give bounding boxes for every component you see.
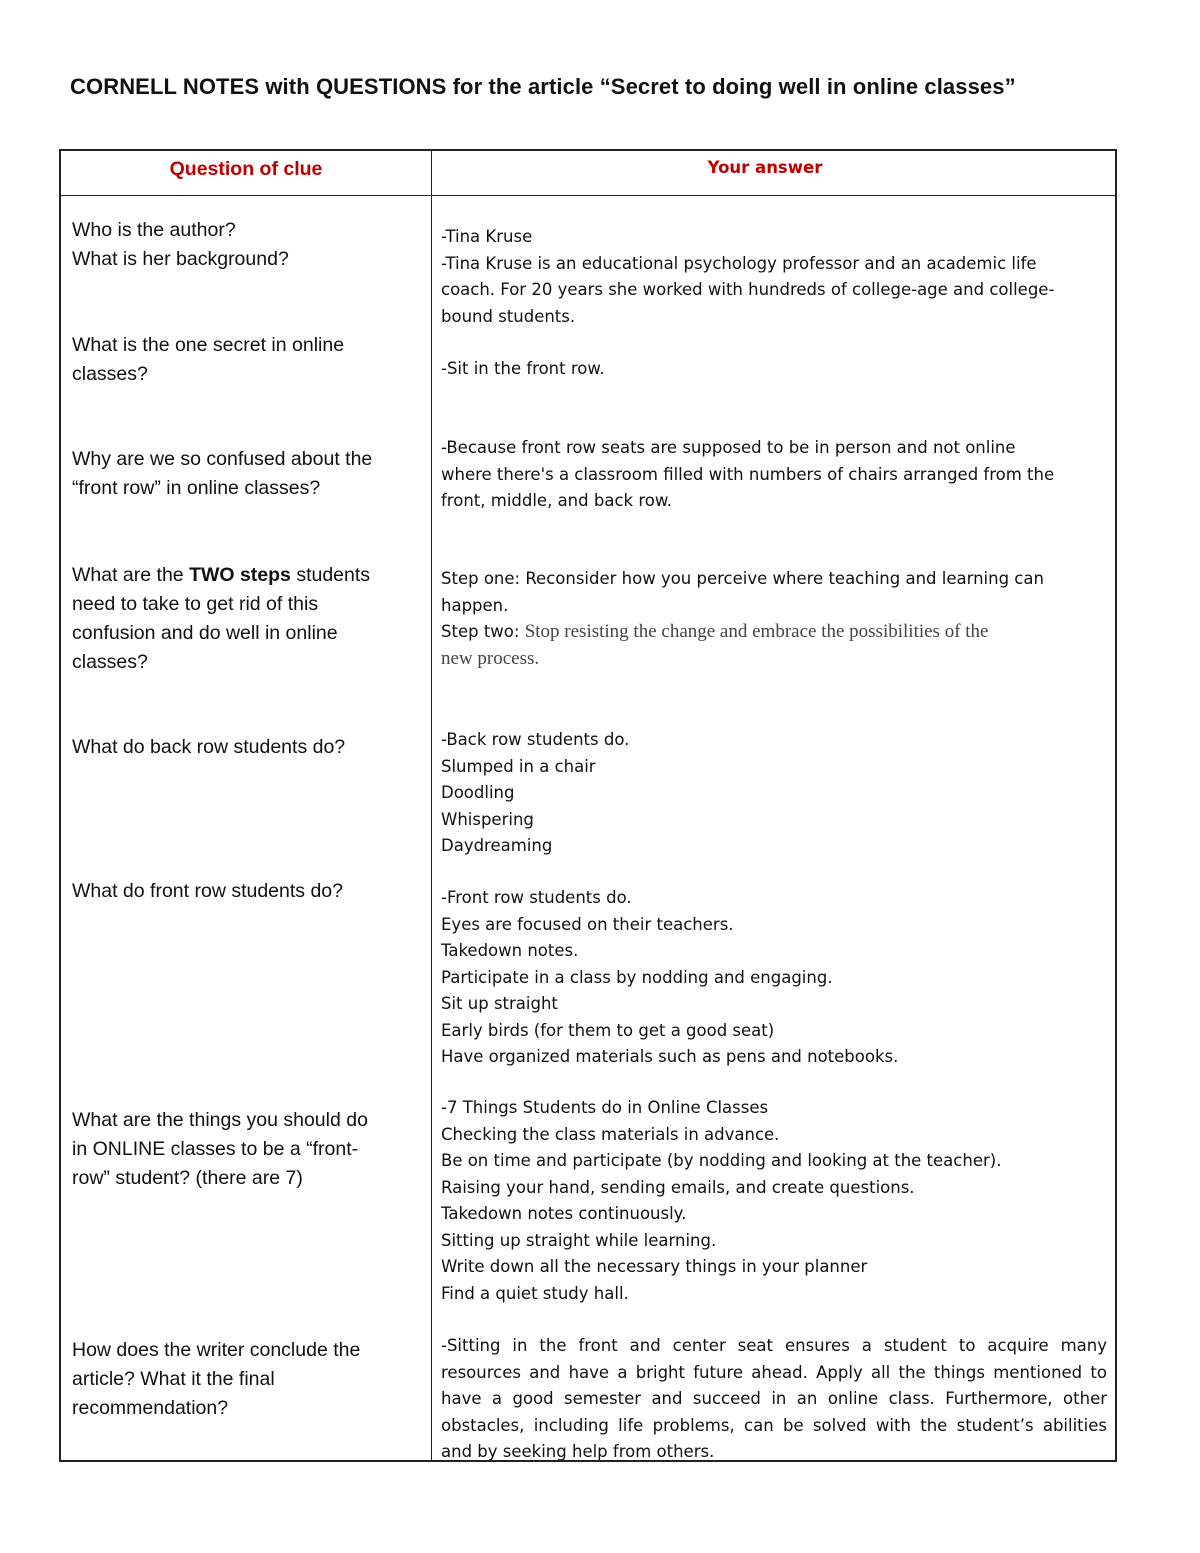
answer-line: Be on time and participate (by nodding and looking at the teacher).	[441, 1151, 1002, 1170]
cornell-notes-table	[59, 149, 1117, 1462]
answer-line: -Sitting in the front and center seat ensures a student to acquire many	[441, 1336, 1107, 1355]
answer-line: -Tina Kruse is an educational psychology professor and an academic life	[441, 253, 1037, 273]
question-line: recommendation?	[72, 1397, 229, 1419]
question-line: What do back row students do?	[72, 736, 346, 758]
step-label: Step two:	[441, 622, 525, 641]
answer-line: have a good semester and succeed in an online class. Furthermore, other	[441, 1389, 1107, 1408]
answer-line: and by seeking help from others.	[441, 1442, 715, 1461]
answer-line: Early birds (for them to get a good seat)	[441, 1020, 775, 1040]
question-line: confusion and do well in online	[72, 622, 338, 644]
question-line: classes?	[72, 651, 148, 673]
answer-line: Sitting up straight while learning.	[441, 1230, 717, 1250]
question-confusion	[72, 445, 417, 503]
question-line	[72, 561, 417, 590]
question-line: article? What it the final	[72, 1368, 275, 1390]
header-divider	[61, 195, 1115, 196]
column-divider	[431, 151, 432, 1460]
answer-line: resources and have a bright future ahead. Apply all the things mentioned to	[441, 1362, 1107, 1382]
question-back-row	[72, 733, 417, 762]
question-line: How does the writer conclude the	[72, 1339, 361, 1361]
answer-conclusion	[441, 1333, 1107, 1466]
question-line: Who is the author?	[72, 219, 236, 241]
answer-line: -Sit in the front row.	[441, 359, 605, 378]
question-conclusion	[72, 1336, 417, 1423]
answer-line: obstacles, including life problems, can be solved with the student’s abilities	[441, 1415, 1107, 1435]
answer-line: coach. For 20 years she worked with hundreds of college-age and college-	[441, 280, 1055, 299]
question-line: “front row” in online classes?	[72, 477, 321, 499]
question-line: classes?	[72, 363, 148, 385]
question-text: What are the	[72, 564, 190, 586]
answer-line: Participate in a class by nodding and engaging.	[441, 967, 833, 987]
answer-author	[441, 224, 1107, 330]
question-line: What are the things you should do	[72, 1109, 368, 1131]
answer-line	[441, 619, 1107, 646]
answer-line: -7 Things Students do in Online Classes	[441, 1098, 769, 1117]
question-secret	[72, 331, 417, 389]
answer-line: Eyes are focused on their teachers.	[441, 914, 734, 934]
answer-line: front, middle, and back row.	[441, 491, 673, 510]
answer-line: bound students.	[441, 306, 576, 326]
answer-line: Step one: Reconsider how you perceive where teaching and learning can	[441, 569, 1044, 588]
answer-online-things	[441, 1095, 1107, 1307]
document-title: CORNELL NOTES with QUESTIONS for the article “Secret to doing well in online classes”	[70, 74, 1016, 99]
answer-line: -Front row students do.	[441, 888, 632, 907]
answer-line: Whispering	[441, 809, 534, 829]
answer-back-row	[441, 727, 1107, 860]
answer-line: Raising your hand, sending emails, and create questions.	[441, 1177, 915, 1197]
question-line: What is the one secret in online	[72, 334, 345, 356]
question-front-row	[72, 877, 417, 906]
answer-two-steps	[441, 566, 1107, 672]
step-text: Stop resisting the change and embrace the possibilities of the	[524, 621, 989, 642]
question-online-things	[72, 1106, 417, 1193]
answer-line: Slumped in a chair	[441, 756, 596, 776]
question-two-steps	[72, 561, 417, 677]
answer-line: Sit up straight	[441, 994, 558, 1013]
answer-line: happen.	[441, 595, 509, 615]
answer-line: Find a quiet study hall.	[441, 1283, 629, 1303]
answer-line: Doodling	[441, 783, 515, 802]
answer-line: new process.	[441, 647, 540, 669]
answer-confusion	[441, 435, 1107, 515]
answer-line: Write down all the necessary things in your planner	[441, 1257, 868, 1276]
question-author	[72, 216, 417, 274]
answer-line: -Because front row seats are supposed to be in person and not online	[441, 438, 1016, 457]
answer-line: Daydreaming	[441, 836, 553, 855]
answer-line: -Tina Kruse	[441, 227, 533, 246]
question-line: row” student? (there are 7)	[72, 1167, 303, 1189]
question-column-header: Question of clue	[169, 158, 323, 180]
question-line: Why are we so confused about the	[72, 448, 373, 470]
answer-line: Have organized materials such as pens and notebooks.	[441, 1047, 899, 1066]
question-line: in ONLINE classes to be a “front-	[72, 1138, 359, 1160]
question-line: What is her background?	[72, 248, 289, 270]
answer-line: Takedown notes continuously.	[441, 1204, 687, 1223]
answer-front-row	[441, 885, 1107, 1071]
answer-column-header: Your answer	[707, 158, 823, 177]
answer-secret	[441, 356, 1107, 383]
answer-line: Checking the class materials in advance.	[441, 1124, 780, 1144]
question-line: What do front row students do?	[72, 880, 343, 902]
answer-line: Takedown notes.	[441, 941, 579, 960]
question-emphasis: TWO steps	[189, 564, 291, 586]
answer-line: -Back row students do.	[441, 730, 630, 749]
answer-line: where there's a classroom filled with numbers of chairs arranged from the	[441, 464, 1055, 484]
question-text: students	[290, 564, 371, 586]
question-line: need to take to get rid of this	[72, 593, 319, 615]
